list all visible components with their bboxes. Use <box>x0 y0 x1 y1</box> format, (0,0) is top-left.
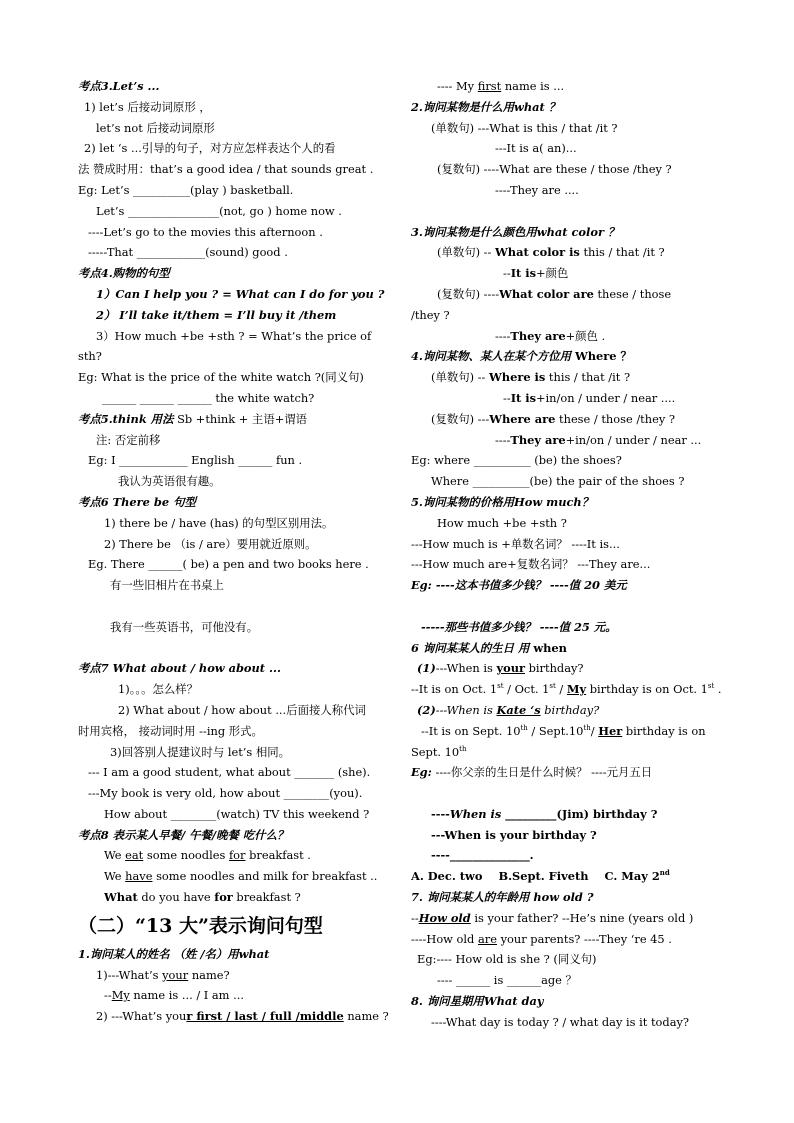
text-line: (单数句) -- What color is this / that /it ? <box>437 245 665 260</box>
text-line: (复数句) ----What color are these / those <box>437 286 672 301</box>
section-title-s5: 5.询问某物的价格用How much？ <box>411 494 594 509</box>
section-title-s8: 8. 询问星期用What day <box>411 994 544 1009</box>
text-line: 3）How much +be +sth ? = What’s the price of <box>96 328 372 343</box>
left-column <box>78 76 389 1027</box>
text-line: We have some noodles and milk for breakfast .. <box>104 869 378 884</box>
section-title-k5 <box>78 409 384 430</box>
text-line: ----How old are your parents? ----They ‘re 45 . <box>411 931 672 946</box>
options-line: A. Dec. two B.Sept. Fiveth C. May 2nd <box>411 868 670 884</box>
section-title-k3: 考点3.Let’s ... <box>78 79 160 93</box>
text-line: 1）Can I help you ? = What can I do for you ? <box>96 286 385 301</box>
text-line: 1)---What’s your name? <box>96 967 230 982</box>
exercise-line: Where __________(be) the pair of the shoes ? <box>431 474 685 489</box>
text-line: ---How much is +单数名词？ ----It is... <box>411 536 620 551</box>
section-title-k7: 考点7 What about / how about ... <box>78 661 281 676</box>
section-title-s4: 4.询问某物、某人在某个方位用 Where ？ <box>411 349 632 364</box>
exercise-line: --- I am a good student, what about _______ (she). <box>88 765 371 780</box>
exercise-line: Eg: where __________ (be) the shoes? <box>411 453 622 468</box>
exercise-line: Eg: Let’s __________(play ) basketball. <box>78 182 294 197</box>
text-line: 2) What about / how about ...后面接人称代词 <box>118 702 366 717</box>
option-c: C. May 2 <box>604 869 660 884</box>
text-line: 2) There be （is / are）要用就近原则。 <box>104 536 317 551</box>
option-b: B.Sept. Fiveth <box>498 869 589 884</box>
exercise-line: How about ________(watch) TV this weekend ? <box>104 806 370 821</box>
text-line: ---- My first name is ... <box>437 79 565 93</box>
text-line: ---It is a( an)... <box>495 141 577 156</box>
text-line: Eg: What is the price of the white watch ?(同义句) <box>78 370 364 385</box>
section-title-s6: 6 询问某某人的生日 用 when <box>411 640 567 655</box>
text-line: 注: 否定前移 <box>96 432 161 447</box>
exercise-line: ---- ______ is ______age ？ <box>437 973 577 988</box>
text-line: 2) ---What’s your first / last / full /middle name ? <box>96 1009 389 1024</box>
text-line: 我认为英语很有趣。 <box>118 474 221 489</box>
text-line: 2） I’ll take it/them = I’ll buy it /them <box>96 307 337 322</box>
exercise-line: Eg: ----这本书值多少钱？ ----值 20 美元 <box>411 578 627 593</box>
right-column <box>411 76 722 1033</box>
text-line: How much +be +sth ? <box>437 515 567 530</box>
text-line: 2) let ‘s ...引导的句子，对方应怎样表达个人的看 <box>84 141 336 156</box>
text-line: --My name is ... / I am ... <box>104 988 244 1003</box>
exercise-line: ---When is your birthday ? <box>431 827 597 842</box>
exercise-line: -----That ____________(sound) good . <box>88 245 288 260</box>
text-line: 1)。。。怎么样？ <box>118 682 199 697</box>
exercise-line: Eg: I ____________ English ______ fun . <box>88 453 303 468</box>
text-line: Sept. 10th <box>411 744 467 759</box>
exercise-line: ---My book is very old, how about ________(you). <box>88 786 363 801</box>
text-line: --It is+in/on / under / near .... <box>503 390 676 405</box>
section-title-k4: 考点4.购物的句型 <box>78 266 170 281</box>
text-line: ----They are+颜色 . <box>495 328 606 343</box>
text-line: (单数句) -- Where is this / that /it ? <box>431 370 631 385</box>
text-line: --It is on Oct. 1st / Oct. 1st / My birthday is on Oct. 1st . <box>411 682 722 697</box>
text-line: let’s not 后接动词原形 <box>96 120 215 135</box>
text-line: 有一些旧相片在书桌上 <box>110 578 224 593</box>
k5-title-rest: Sb +think + 主语+谓语 <box>173 411 308 426</box>
k5-title: 考点5.think 用法 <box>78 411 174 426</box>
text-line: ----What day is today ? / what day is it today? <box>431 1014 690 1029</box>
exercise-line: Eg: ----你父亲的生日是什么时候？ ----元月五日 <box>411 765 653 780</box>
section-title-s7: 7. 询问某某人的年龄用 how old ? <box>411 890 594 905</box>
text-line: (1)---When is your birthday? <box>417 661 584 676</box>
section-title-s3: 3.询问某物是什么颜色用what color ？ <box>411 224 620 239</box>
part-heading: （二）“13 大”表示询问句型 <box>78 914 323 937</box>
text-line: --It is+颜色 <box>503 266 569 281</box>
exercise-line: ----When is _________(Jim) birthday ? <box>431 806 658 821</box>
text-line: What do you have for breakfast ? <box>104 890 301 905</box>
section-title-s2: 2.询问某物是什么用what ？ <box>411 99 561 114</box>
text-line: 1) there be / have (has) 的句型区别用法。 <box>104 515 334 530</box>
text-line: ----Let’s go to the movies this afternoon . <box>88 224 323 239</box>
text-line: ---How much are+复数名词？ ---They are... <box>411 557 651 572</box>
exercise-line: Eg. There ______( be) a pen and two books here . <box>88 557 369 572</box>
section-title-k8: 考点8 表示某人早餐/ 午餐/晚餐 吃什么？ <box>78 827 289 842</box>
text-line: --It is on Sept. 10th / Sept.10th/ Her birthday is on <box>421 723 706 738</box>
text-line: (2)---When is Kate ‘s birthday? <box>417 702 600 717</box>
exercise-line: ----______________. <box>431 848 534 863</box>
exercise-line: ______ ______ ______ the white watch? <box>102 390 315 405</box>
text-line: We eat some noodles for breakfast . <box>104 848 311 863</box>
text-line: --How old is your father? --He’s nine (years old ) <box>411 910 694 925</box>
exercise-line: -----那些书值多少钱？ ----值 25 元。 <box>421 619 617 634</box>
text-line: (复数句) ---Where are these / those /they ? <box>431 411 675 426</box>
exercise-line: Eg:---- How old is she ? (同义句) <box>417 952 597 967</box>
text-line: ----They are .... <box>495 182 579 197</box>
text-line: 1) let’s 后接动词原形 ， <box>84 99 211 114</box>
section-title-s1: 1.询问某人的姓名 （姓 /名）用what <box>78 946 270 961</box>
text-line: (复数句) ----What are these / those /they ? <box>437 162 672 177</box>
option-a: A. Dec. two <box>411 869 483 884</box>
text-line: 3)回答别人提建议时与 let’s 相同。 <box>110 744 291 759</box>
text-line: sth? <box>78 349 102 364</box>
text-line: 法 赞成时用：that’s a good idea / that sounds great . <box>78 162 374 177</box>
exercise-line: Let’s ________________(not, go ) home now . <box>96 203 342 218</box>
section-title-k6: 考点6 There be 句型 <box>78 494 196 509</box>
text-line: 我有一些英语书，可他没有。 <box>110 619 259 634</box>
text-line: (单数句) ---What is this / that /it ? <box>431 120 618 135</box>
text-line: ----They are+in/on / under / near ... <box>495 432 702 447</box>
text-line: 时用宾格， 接动词时用 --ing 形式。 <box>78 723 263 738</box>
text-line: /they ? <box>411 307 450 322</box>
